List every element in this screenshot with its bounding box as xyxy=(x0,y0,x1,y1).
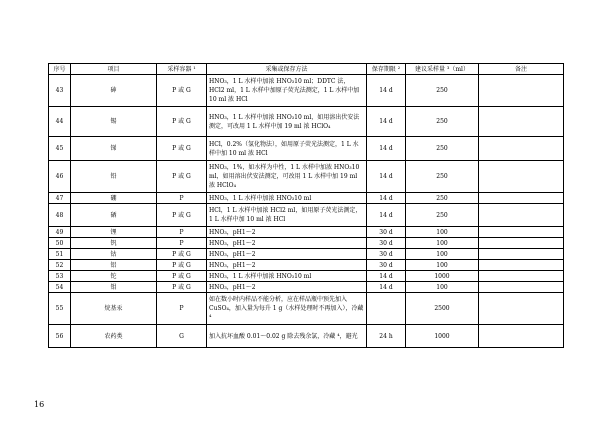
cell-item: 锡 xyxy=(71,107,157,137)
cell-serial-number: 55 xyxy=(49,293,71,325)
cell-container: P 或 G xyxy=(157,282,207,293)
cell-method: HCl，1 L 水样中加浓 HCl2 ml，如用原子荧光法测定，1 L 水样中加 10 ml 浓 HCl xyxy=(207,204,367,227)
cell-volume: 250 xyxy=(406,193,479,204)
cell-period: 14 d xyxy=(367,204,406,227)
cell-note xyxy=(479,161,564,193)
cell-container: G xyxy=(157,325,207,348)
cell-period: 30 d xyxy=(367,238,406,249)
cell-period xyxy=(367,293,406,325)
cell-method: HNO₃，1 L 水样中加浓 HNO₃10 ml；DDTC 法，HCl2 ml，1 L 水样中加原子荧光法测定，1 L 水样中加 10 ml 浓 HCl xyxy=(207,75,367,107)
cell-serial-number: 44 xyxy=(49,107,71,137)
cell-item: 硒 xyxy=(71,204,157,227)
table-row xyxy=(49,325,564,348)
table-row xyxy=(49,107,564,137)
cell-note xyxy=(479,238,564,249)
cell-serial-number: 51 xyxy=(49,249,71,260)
cell-container: P xyxy=(157,238,207,249)
cell-container: P 或 G xyxy=(157,204,207,227)
cell-item: 钒 xyxy=(71,238,157,249)
table-row xyxy=(49,75,564,107)
cell-note xyxy=(479,227,564,238)
cell-volume: 1000 xyxy=(406,325,479,348)
cell-item: 铊 xyxy=(71,271,157,282)
cell-period: 14 d xyxy=(367,137,406,161)
cell-period: 14 d xyxy=(367,107,406,137)
cell-period: 30 d xyxy=(367,260,406,271)
cell-container: P xyxy=(157,227,207,238)
cell-volume: 100 xyxy=(406,227,479,238)
cell-item: 钼 xyxy=(71,282,157,293)
header-item: 项目 xyxy=(71,64,157,75)
cell-note xyxy=(479,137,564,161)
cell-serial-number: 48 xyxy=(49,204,71,227)
cell-method: HNO₃，1 L 水样中加浓 HNO₃10 ml xyxy=(207,193,367,204)
table-row xyxy=(49,293,564,325)
cell-container: P 或 G xyxy=(157,260,207,271)
cell-note xyxy=(479,271,564,282)
cell-note xyxy=(479,260,564,271)
table-row xyxy=(49,137,564,161)
cell-serial-number: 46 xyxy=(49,161,71,193)
cell-method: HNO₃，1%，如水样为中性，1 L 水样中加浓 HNO₃10 ml，如用溶出伏安法测定，可改用 1 L 水样中加 19 ml 浓 HClO₄ xyxy=(207,161,367,193)
cell-serial-number: 50 xyxy=(49,238,71,249)
cell-serial-number: 56 xyxy=(49,325,71,348)
cell-container: P 或 G xyxy=(157,107,207,137)
cell-method: HNO₃，pH1～2 xyxy=(207,238,367,249)
table-row xyxy=(49,271,564,282)
cell-serial-number: 54 xyxy=(49,282,71,293)
cell-volume: 2500 xyxy=(406,293,479,325)
cell-note xyxy=(479,282,564,293)
cell-period: 30 d xyxy=(367,227,406,238)
cell-method: HNO₃，1 L 水样中加浓 HNO₃10 ml，如用溶出伏安法测定，可改用 1 L 水样中加 19 ml 浓 HClO₄ xyxy=(207,107,367,137)
cell-volume: 250 xyxy=(406,75,479,107)
table-row xyxy=(49,238,564,249)
cell-method: HCl，0.2%（氢化物法），如用原子荧光法测定，1 L 水样中加 10 ml 浓 HCl xyxy=(207,137,367,161)
cell-serial-number: 53 xyxy=(49,271,71,282)
cell-item: 铅 xyxy=(71,161,157,193)
cell-serial-number: 47 xyxy=(49,193,71,204)
cell-volume: 100 xyxy=(406,249,479,260)
cell-volume: 250 xyxy=(406,107,479,137)
table-row xyxy=(49,227,564,238)
cell-item: 烷基汞 xyxy=(71,293,157,325)
cell-item: 锑 xyxy=(71,137,157,161)
cell-container: P 或 G xyxy=(157,249,207,260)
cell-volume: 250 xyxy=(406,204,479,227)
cell-volume: 100 xyxy=(406,260,479,271)
table-row xyxy=(49,204,564,227)
cell-item: 硼 xyxy=(71,193,157,204)
cell-item: 锂 xyxy=(71,227,157,238)
table-row xyxy=(49,282,564,293)
cell-container: P 或 G xyxy=(157,75,207,107)
cell-period: 14 d xyxy=(367,282,406,293)
page-number: 16 xyxy=(34,400,45,409)
table-row xyxy=(49,161,564,193)
cell-method: 加入抗坏血酸 0.01～0.02 g 除去残余氯，冷藏 ⁴，避光 xyxy=(207,325,367,348)
cell-method: 如在数小时内样品不能分析，应在样品瓶中预先加入 CuSO₄，加入量为每升 1 g（水样处理时不再加入），冷藏 ⁴ xyxy=(207,293,367,325)
cell-container: P 或 G xyxy=(157,161,207,193)
cell-serial-number: 49 xyxy=(49,227,71,238)
water-sampling-table xyxy=(48,63,564,348)
table-row xyxy=(49,193,564,204)
cell-method: HNO₃，pH1～2 xyxy=(207,282,367,293)
header-method: 采集或保存方法 xyxy=(207,64,367,75)
cell-volume: 250 xyxy=(406,137,479,161)
cell-period: 14 d xyxy=(367,193,406,204)
cell-method: HNO₃，pH1～2 xyxy=(207,227,367,238)
cell-volume: 1000 xyxy=(406,271,479,282)
cell-item: 铝 xyxy=(71,260,157,271)
cell-volume: 100 xyxy=(406,238,479,249)
cell-method: HNO₃，pH1～2 xyxy=(207,249,367,260)
cell-item: 砷 xyxy=(71,75,157,107)
cell-note xyxy=(479,204,564,227)
header-note: 备注 xyxy=(479,64,564,75)
cell-note xyxy=(479,193,564,204)
cell-container: P 或 G xyxy=(157,271,207,282)
cell-note xyxy=(479,107,564,137)
cell-serial-number: 43 xyxy=(49,75,71,107)
cell-period: 24 h xyxy=(367,325,406,348)
cell-period: 14 d xyxy=(367,161,406,193)
cell-volume: 100 xyxy=(406,282,479,293)
table-row xyxy=(49,249,564,260)
cell-note xyxy=(479,325,564,348)
header-volume: 建议采样量 ³（ml） xyxy=(406,64,479,75)
cell-note xyxy=(479,249,564,260)
cell-period: 14 d xyxy=(367,75,406,107)
cell-method: HNO₃，1 L 水样中加浓 HNO₃10 ml xyxy=(207,271,367,282)
cell-container: P xyxy=(157,193,207,204)
cell-serial-number: 52 xyxy=(49,260,71,271)
cell-serial-number: 45 xyxy=(49,137,71,161)
table-header-row xyxy=(49,64,564,75)
cell-method: HNO₃，pH1～2 xyxy=(207,260,367,271)
cell-period: 30 d xyxy=(367,249,406,260)
header-container: 采样容器 ¹ xyxy=(157,64,207,75)
header-serial-number: 序号 xyxy=(49,64,71,75)
cell-container: P xyxy=(157,293,207,325)
cell-item: 钴 xyxy=(71,249,157,260)
cell-volume: 250 xyxy=(406,161,479,193)
cell-note xyxy=(479,75,564,107)
cell-container: P 或 G xyxy=(157,137,207,161)
cell-period: 14 d xyxy=(367,271,406,282)
cell-item: 农药类 xyxy=(71,325,157,348)
cell-note xyxy=(479,293,564,325)
table-row xyxy=(49,260,564,271)
header-period: 保存期限 ² xyxy=(367,64,406,75)
